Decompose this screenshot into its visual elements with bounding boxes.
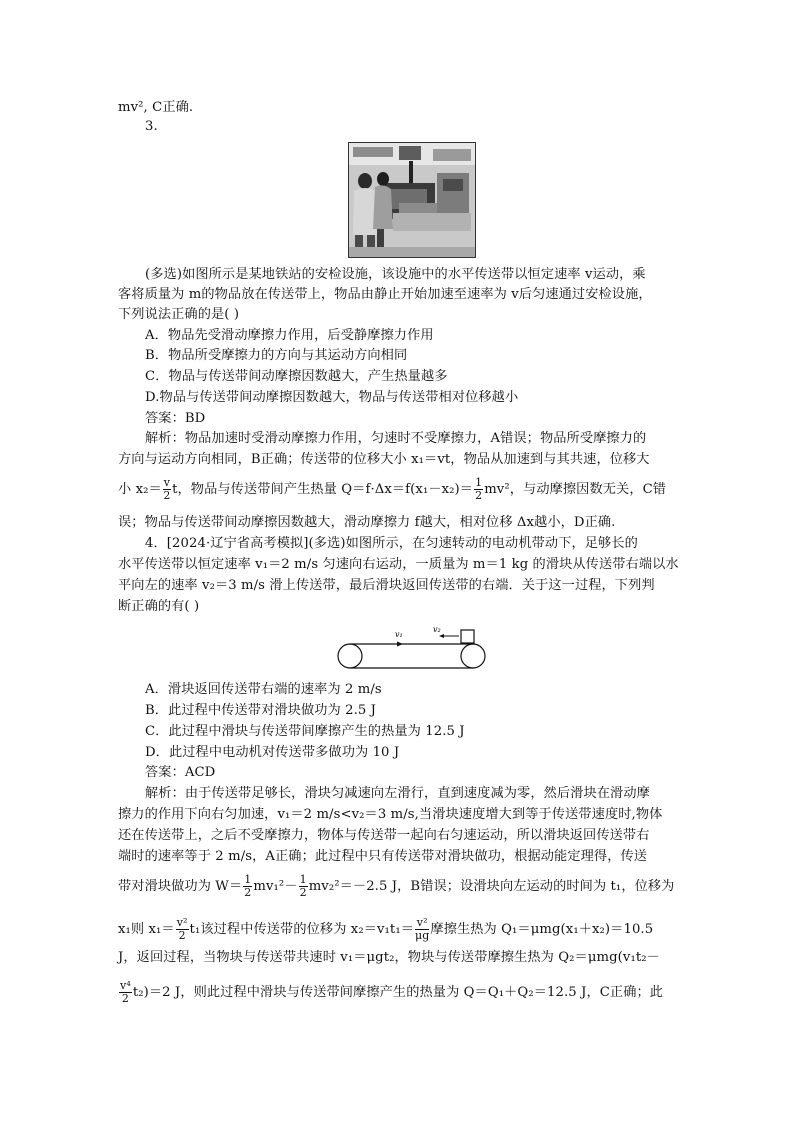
q3-explanation-line-2: 方向与运动方向相同，B正确；传送带的位移大小 x₁＝vt，物品从加速到与其共速，位移大: [118, 452, 650, 467]
q3-option-b: B．物品所受摩擦力的方向与其运动方向相同: [145, 348, 408, 363]
security-check-photo: [348, 142, 476, 258]
q4-stem-line-3: 平向左的速率 v₂＝3 m/s 滑上传送带，最后滑块返回传送带的右端．关于这一过程，下列判: [118, 578, 655, 593]
q4-option-b: B．此过程中传送带对滑块做功为 2.5 J: [145, 703, 377, 718]
q4-explanation-line-7: J，返回过程，当物块与传送带共速时 v₁＝μgt₂，物块与传送带摩擦生热为 Q₂＝μmg(v₁t₂－: [118, 950, 660, 965]
fraction-one-half-a: $\frac{1}{2}$: [244, 873, 252, 899]
q3-explanation-line-1: 解析：物品加速时受滑动摩擦力作用，匀速时不受摩擦力，A错误；物品所受摩擦力的: [145, 431, 647, 446]
q4-explanation-line-3: 还在传送带上，之后不受摩擦力，物体与传送带一起向右匀速运动，所以滑块返回传送带右: [118, 828, 650, 843]
q4-answer: 答案：ACD: [145, 765, 216, 780]
q4-explanation-line-4: 端时的速率等于 2 m/s，A正确；此过程中只有传送带对滑块做功，根据动能定理得，传送: [118, 849, 648, 864]
q3-stem-line-1: (多选)如图所示是某地铁站的安检设施，该设施中的水平传送带以恒定速率 v运动，乘: [145, 267, 646, 282]
fraction-one-half-b: $\frac{1}{2}$: [299, 873, 307, 899]
q3-stem-line-2: 客将质量为 m的物品放在传送带上，物品由静止开始加速至速率为 v后匀速通过安检设施，: [118, 287, 652, 302]
prev-answer-tail: mv², C正确.: [118, 100, 194, 115]
v2-arrowhead: [439, 634, 444, 638]
q3-answer: 答案：BD: [145, 411, 206, 426]
q3-option-a: A．物品先受滑动摩擦力作用，后受静摩擦力作用: [145, 328, 434, 343]
slider-block: [461, 630, 474, 643]
left-pulley: [338, 644, 362, 668]
question-3-number: 3.: [145, 119, 158, 134]
q3-explanation-line-4: 误；物品与传送带间动摩擦因数越大，滑动摩擦力 f越大，相对位移 Δx越小，D正确.: [118, 515, 616, 530]
q4-option-a: A．滑块返回传送带右端的速率为 2 m/s: [145, 682, 382, 697]
right-pulley: [461, 644, 485, 668]
v1-label: v₁: [395, 630, 403, 639]
q4-option-c: C．此过程中滑块与传送带间摩擦产生的热量为 12.5 J: [145, 724, 465, 739]
v2-label: v₂: [433, 625, 441, 634]
q4-explanation-line-8: $\frac{\text{v⁴}}{2}$ t₂)＝2 J，则此过程中滑块与传送带间摩擦产生的热量为 Q＝Q₁＋Q₂＝12.5 J，C正确；此: [120, 979, 664, 1005]
fraction-v-over-2: $\frac{v}{2}$: [163, 476, 171, 502]
q4-explanation-line-5: 带对滑块做功为 W＝ $\frac{1}{2}$ mv₁²－ $\frac{1}{2}$ mv₂²＝－2.5 J，B错误；设滑块向左运动的时间为 t₁，位移为: [118, 873, 675, 899]
q4-explanation-line-6: x₁则 x₁＝ $\frac{\text{v²}}{2}$ t₁该过程中传送带的位移为 x₂＝v₁t₁＝ $\frac{\text{v²}}{\mu g}$ 摩擦生热为 Q₁＝μmg(x₁＋x₂)＝10.5: [118, 916, 654, 942]
fraction-v4-over-2: $\frac{\text{v⁴}}{2}$: [120, 979, 131, 1005]
q3-option-d: D.物品与传送带间动摩擦因数越大，物品与传送带相对位移越小: [145, 390, 519, 405]
q3-stem-line-3: 下列说法正确的是( ): [118, 307, 240, 322]
q4-stem-line-4: 断正确的有( ): [118, 599, 200, 614]
q3-option-c: C．物品与传送带间动摩擦因数越大，产生热量越多: [145, 369, 448, 384]
conveyor-belt-diagram: [333, 622, 493, 672]
fraction-v-squared-over-2: $\frac{\text{v²}}{2}$: [176, 916, 188, 942]
fraction-one-half: $\frac{1}{2}$: [475, 476, 483, 502]
belt-direction-arrow: [397, 642, 403, 647]
q4-stem-line-2: 水平传送带以恒定速率 v₁＝2 m/s 匀速向右运动，一质量为 m＝1 kg 的滑块从传送带右端以水: [118, 557, 679, 572]
fraction-v-squared-over-mu-g: $\frac{\text{v²}}{\mu g}$: [415, 916, 430, 942]
q3-explanation-line-3: 小 x₂＝ $\frac{v}{2}$ t，物品与传送带间产生热量 Q＝f·Δx＝f(x₁－x₂)＝ $\frac{1}{2}$ mv²，与动摩擦因数无关，C错: [118, 476, 667, 502]
q4-explanation-line-2: 擦力的作用下向右匀加速，v₁＝2 m/s<v₂＝3 m/s,当滑块速度增大到等于传送带速度时,物体: [118, 807, 663, 822]
q4-explanation-line-1: 解析：由于传送带足够长，滑块匀减速向左滑行，直到速度减为零，然后滑块在滑动摩: [145, 786, 650, 801]
q4-stem-line-1: 4．[2024·辽宁省高考模拟](多选)如图所示，在匀速转动的电动机带动下，足够长的: [145, 536, 638, 551]
q4-option-d: D．此过程中电动机对传送带多做功为 10 J: [145, 745, 400, 760]
